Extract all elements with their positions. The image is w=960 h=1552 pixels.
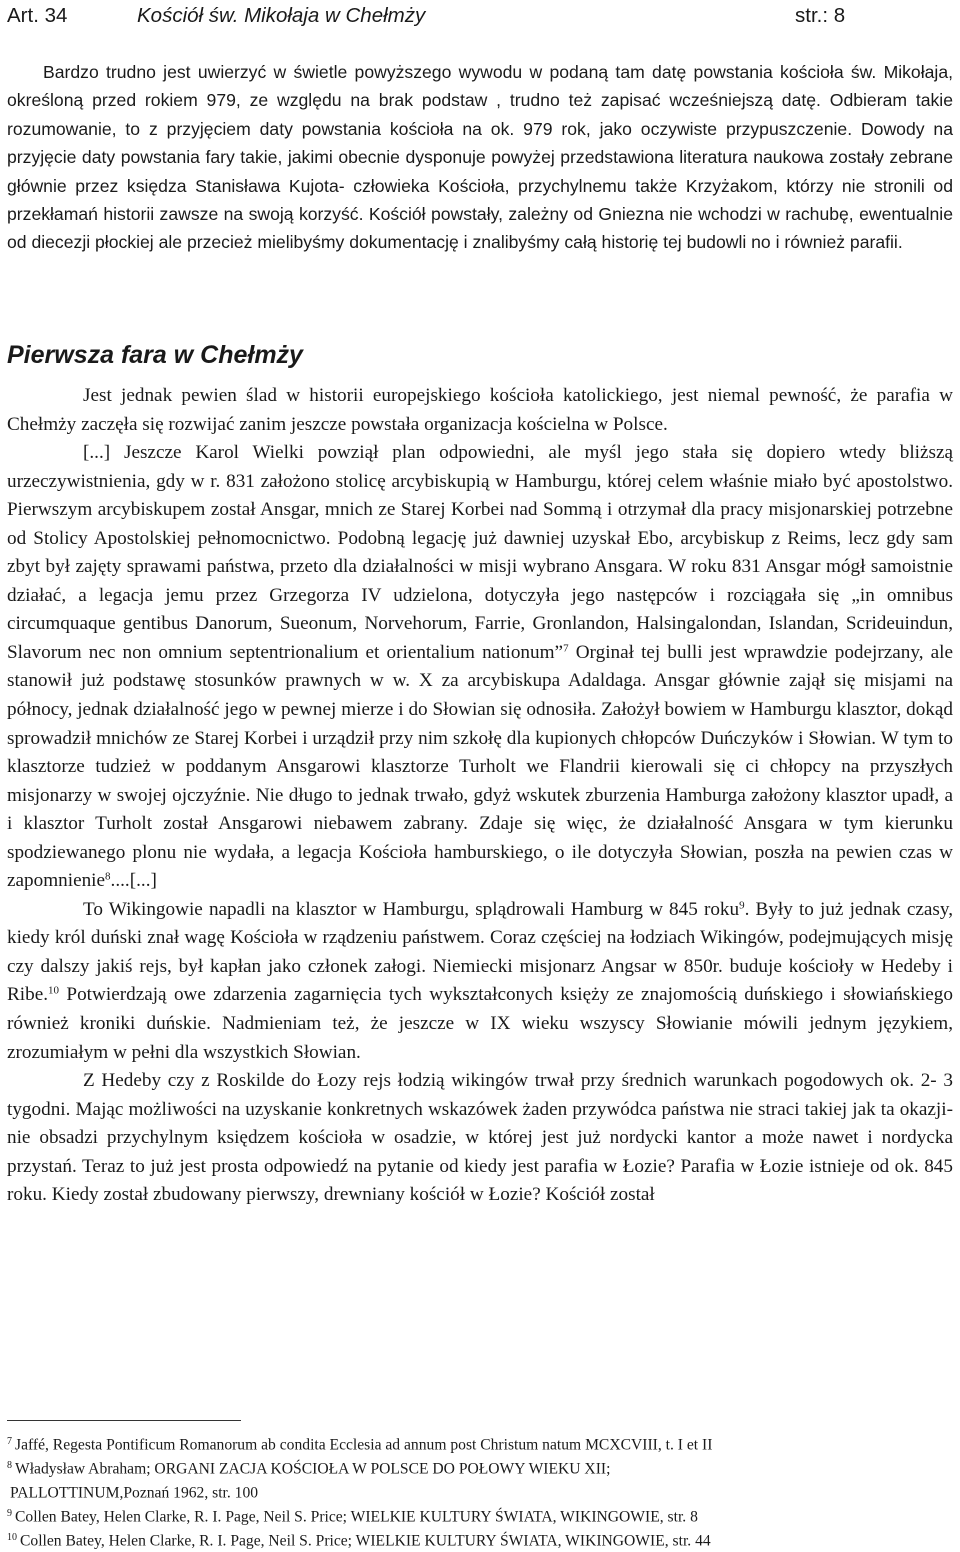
footnote-text: Collen Batey, Helen Clarke, R. I. Page, Neil S. Price; WIELKIE KULTURY ŚWIATA, WIKINGOWIE, str. 8 bbox=[15, 1508, 698, 1526]
article-title: Kościół św. Mikołaja w Chełmży bbox=[137, 4, 426, 27]
footnotes bbox=[7, 1432, 953, 1552]
paragraph-2 bbox=[7, 439, 953, 896]
section-body bbox=[7, 382, 953, 1210]
intro-text: Bardzo trudno jest uwierzyć w świetle powyższego wywodu w podaną tam datę powstania kościoła św. Mikołaja, określoną przed rokiem 979, ze względu na brak podstaw , trudno też zapisać wcześniejszą datę. Odbieram takie rozumowanie, to z przyjęciem daty powstania kościoła na ok. 979 rok, jako oczywiste przypuszczenie. Dowody na przyjęcie daty powstania fary takie, jakimi obecnie dysponuje powyżej przedstawiona literatura naukowa zostały zebrane głównie przez księdza Stanisława Kujota- człowieka Kościoła, przychylnemu także Krzyżakom, którzy nie stronili od przekłamań historii zawsze na swoją korzyść. Kościół powstały, zależny od Gniezna nie wchodzi w rachubę, ewentualnie od diecezji płockiej ale przecież mielibyśmy dokumentację i znalibyśmy całą historię tej budowli no i również parafii. bbox=[7, 62, 953, 253]
footnote-ref-9[interactable]: 9 bbox=[739, 899, 745, 912]
footnote-text: Władysław Abraham; ORGANI ZACJA KOŚCIOŁA W POLSCE DO POŁOWY WIEKU XII; bbox=[15, 1460, 611, 1478]
footnote bbox=[7, 1528, 953, 1552]
footnote-separator bbox=[7, 1420, 241, 1421]
footnote-text: Collen Batey, Helen Clarke, R. I. Page, Neil S. Price; WIELKIE KULTURY ŚWIATA, WIKINGOWIE, str. 44 bbox=[20, 1532, 711, 1550]
paragraph-3-part-b: . Były to już jednak czasy, kiedy król duński znał wagę Kościoła w rządzeniu państwem. Coraz częściej na łodziach Wikingów, podejmujących misję czy dalszy jakiś rejs, był kapłan jako członek załogi. Niemiecki misjonarz Angsar w 850r. buduje kościoły w Hedeby i Ribe. bbox=[7, 898, 953, 1006]
paragraph-2-part-a: [...] Jeszcze Karol Wielki powziął plan odpowiedni, ale myśl jego stała się dopiero wtedy bliższą urzeczywistnienia, gdy w r. 831 założono stolicę arcybiskupią w Hamburgu, której celem właśnie miało być apostolstwo. Pierwszym arcybiskupem został Ansgar, mnich ze Starej Korbei nad Sommą i otrzymał dla pracy misjonarskiej potrzebne od Stolicy Apostolskiej pełnomocnictwo. Podobną legację już dawniej uzyskał Ebo, arcybiskup z Reims, lecz gdy sam zbyt był zajęty sprawami państwa, przeto dla działalności w misji wybrano Ansgara. W roku 831 Ansgar mógł samoistnie działać, a legacja jemu przez Grzegorza IV udzielona, dotyczyła jego następców i rozciągała się „in omnibus circumquaque gentibus Danorum, Sueonum, Norvehorum, Farrie, Gronlandon, Halsingalondan, Islandan, Scrideuindun, Slavorum nec non omnium septentrionalium et orientalium nationum” bbox=[7, 442, 953, 663]
footnote bbox=[7, 1456, 953, 1480]
paragraph-2-part-c: ....[...] bbox=[110, 870, 157, 892]
footnote-number: 7 bbox=[7, 1436, 12, 1447]
footnote-text: Jaffé, Regesta Pontificum Romanorum ab condita Ecclesia ad annum post Christum natum MCXCVIII, t. I et II bbox=[15, 1436, 713, 1454]
paragraph-3-part-c: Potwierdzają owe zdarzenia zagarnięcia tych wykształconych księży ze znajomością duńskiego i słowiańskiego również kroniki duńskie. Nadmieniam też, że jeszcze w IX wieku wszyscy Słowianie mówili jednym językiem, zrozumiałym w pełni dla wszystkich Słowian. bbox=[7, 984, 953, 1063]
footnote-ref-8[interactable]: 8 bbox=[105, 870, 111, 883]
paragraph-2-part-b: Orginał tej bulli jest wprawdzie podejrzany, ale stanowił już podstawę stosunków prawnych w w. X za arcybiskupa Adaldaga. Ansgar głównie zajął się misjami na północy, jednak działalność jego w pewnej mierze i do Słowian się odnosiła. Założył bowiem w Hamburgu klasztor, dokąd sprowadził mnichów ze Starej Korbei i urządził przy nim szkołę dla kupionych chłopców Duńczyków i Słowian. W tym to klasztorze tudzież w poddanym Ansgarowi klasztorze Turholt we Flandrii kierowali się ci chłopcy na przyszłych misjonarzy w swojej ojczyźnie. Nie długo to jednak trwało, gdyż wskutek zburzenia Hamburga założony klasztor upadł, a i klasztor Turholt został Ansgarowi niebawem zabrany. Zdaje się więc, że działalność Ansgara w tym kierunku spodziewanego plonu nie wydała, a legacja Kościoła hamburskiego, o ile dotyczyła Słowian, poszła na pewien czas w zapomnienie bbox=[7, 641, 954, 892]
footnote-continuation bbox=[7, 1480, 953, 1504]
paragraph-3-part-a: To Wikingowie napadli na klasztor w Hamburgu, splądrowali Hamburg w 845 roku bbox=[83, 898, 740, 920]
footnote-number: 10 bbox=[7, 1532, 17, 1544]
paragraph-4: Z Hedeby czy z Roskilde do Łozy rejs łodzią wikingów trwał przy średnich warunkach pogodowych ok. 2- 3 tygodni. Mając możliwości na uzyskanie konkretnych wskazówek żaden przywódca państwa nie straci takiej jak ta okazji- nie obsadzi przychylnym księdzem kościoła w osadzie, w której jest już nordycki kantor a może nawet i nordycka przystań. Teraz to już jest prosta odpowiedź na pytanie od kiedy jest parafia w Łozie? Parafia w Łozie istnieje od ok. 845 roku. Kiedy został zbudowany pierwszy, drewniany kościół w Łozie? Kościół został bbox=[7, 1070, 953, 1206]
footnote-text: PALLOTTINUM,Poznań 1962, str. 100 bbox=[10, 1484, 259, 1502]
page-number: str.: 8 bbox=[795, 4, 846, 27]
section-heading: Pierwsza fara w Chełmży bbox=[7, 341, 303, 369]
footnote-ref-7[interactable]: 7 bbox=[563, 642, 569, 655]
paragraph-3 bbox=[7, 896, 953, 1067]
footnote bbox=[7, 1504, 953, 1528]
footnote-ref-10[interactable]: 10 bbox=[48, 984, 60, 997]
paragraph-1: Jest jednak pewien ślad w historii europejskiego kościoła katolickiego, jest niemal pewność, że parafia w Chełmży zaczęła się rozwijać zanim jeszcze powstała organizacja kościelna w Polsce. bbox=[7, 385, 953, 435]
intro-paragraph bbox=[7, 58, 953, 257]
page-header bbox=[7, 2, 953, 32]
footnote-number: 9 bbox=[7, 1508, 12, 1520]
footnote-number: 8 bbox=[7, 1460, 12, 1472]
footnote bbox=[7, 1432, 953, 1456]
article-number: Art. 34 bbox=[7, 4, 68, 27]
